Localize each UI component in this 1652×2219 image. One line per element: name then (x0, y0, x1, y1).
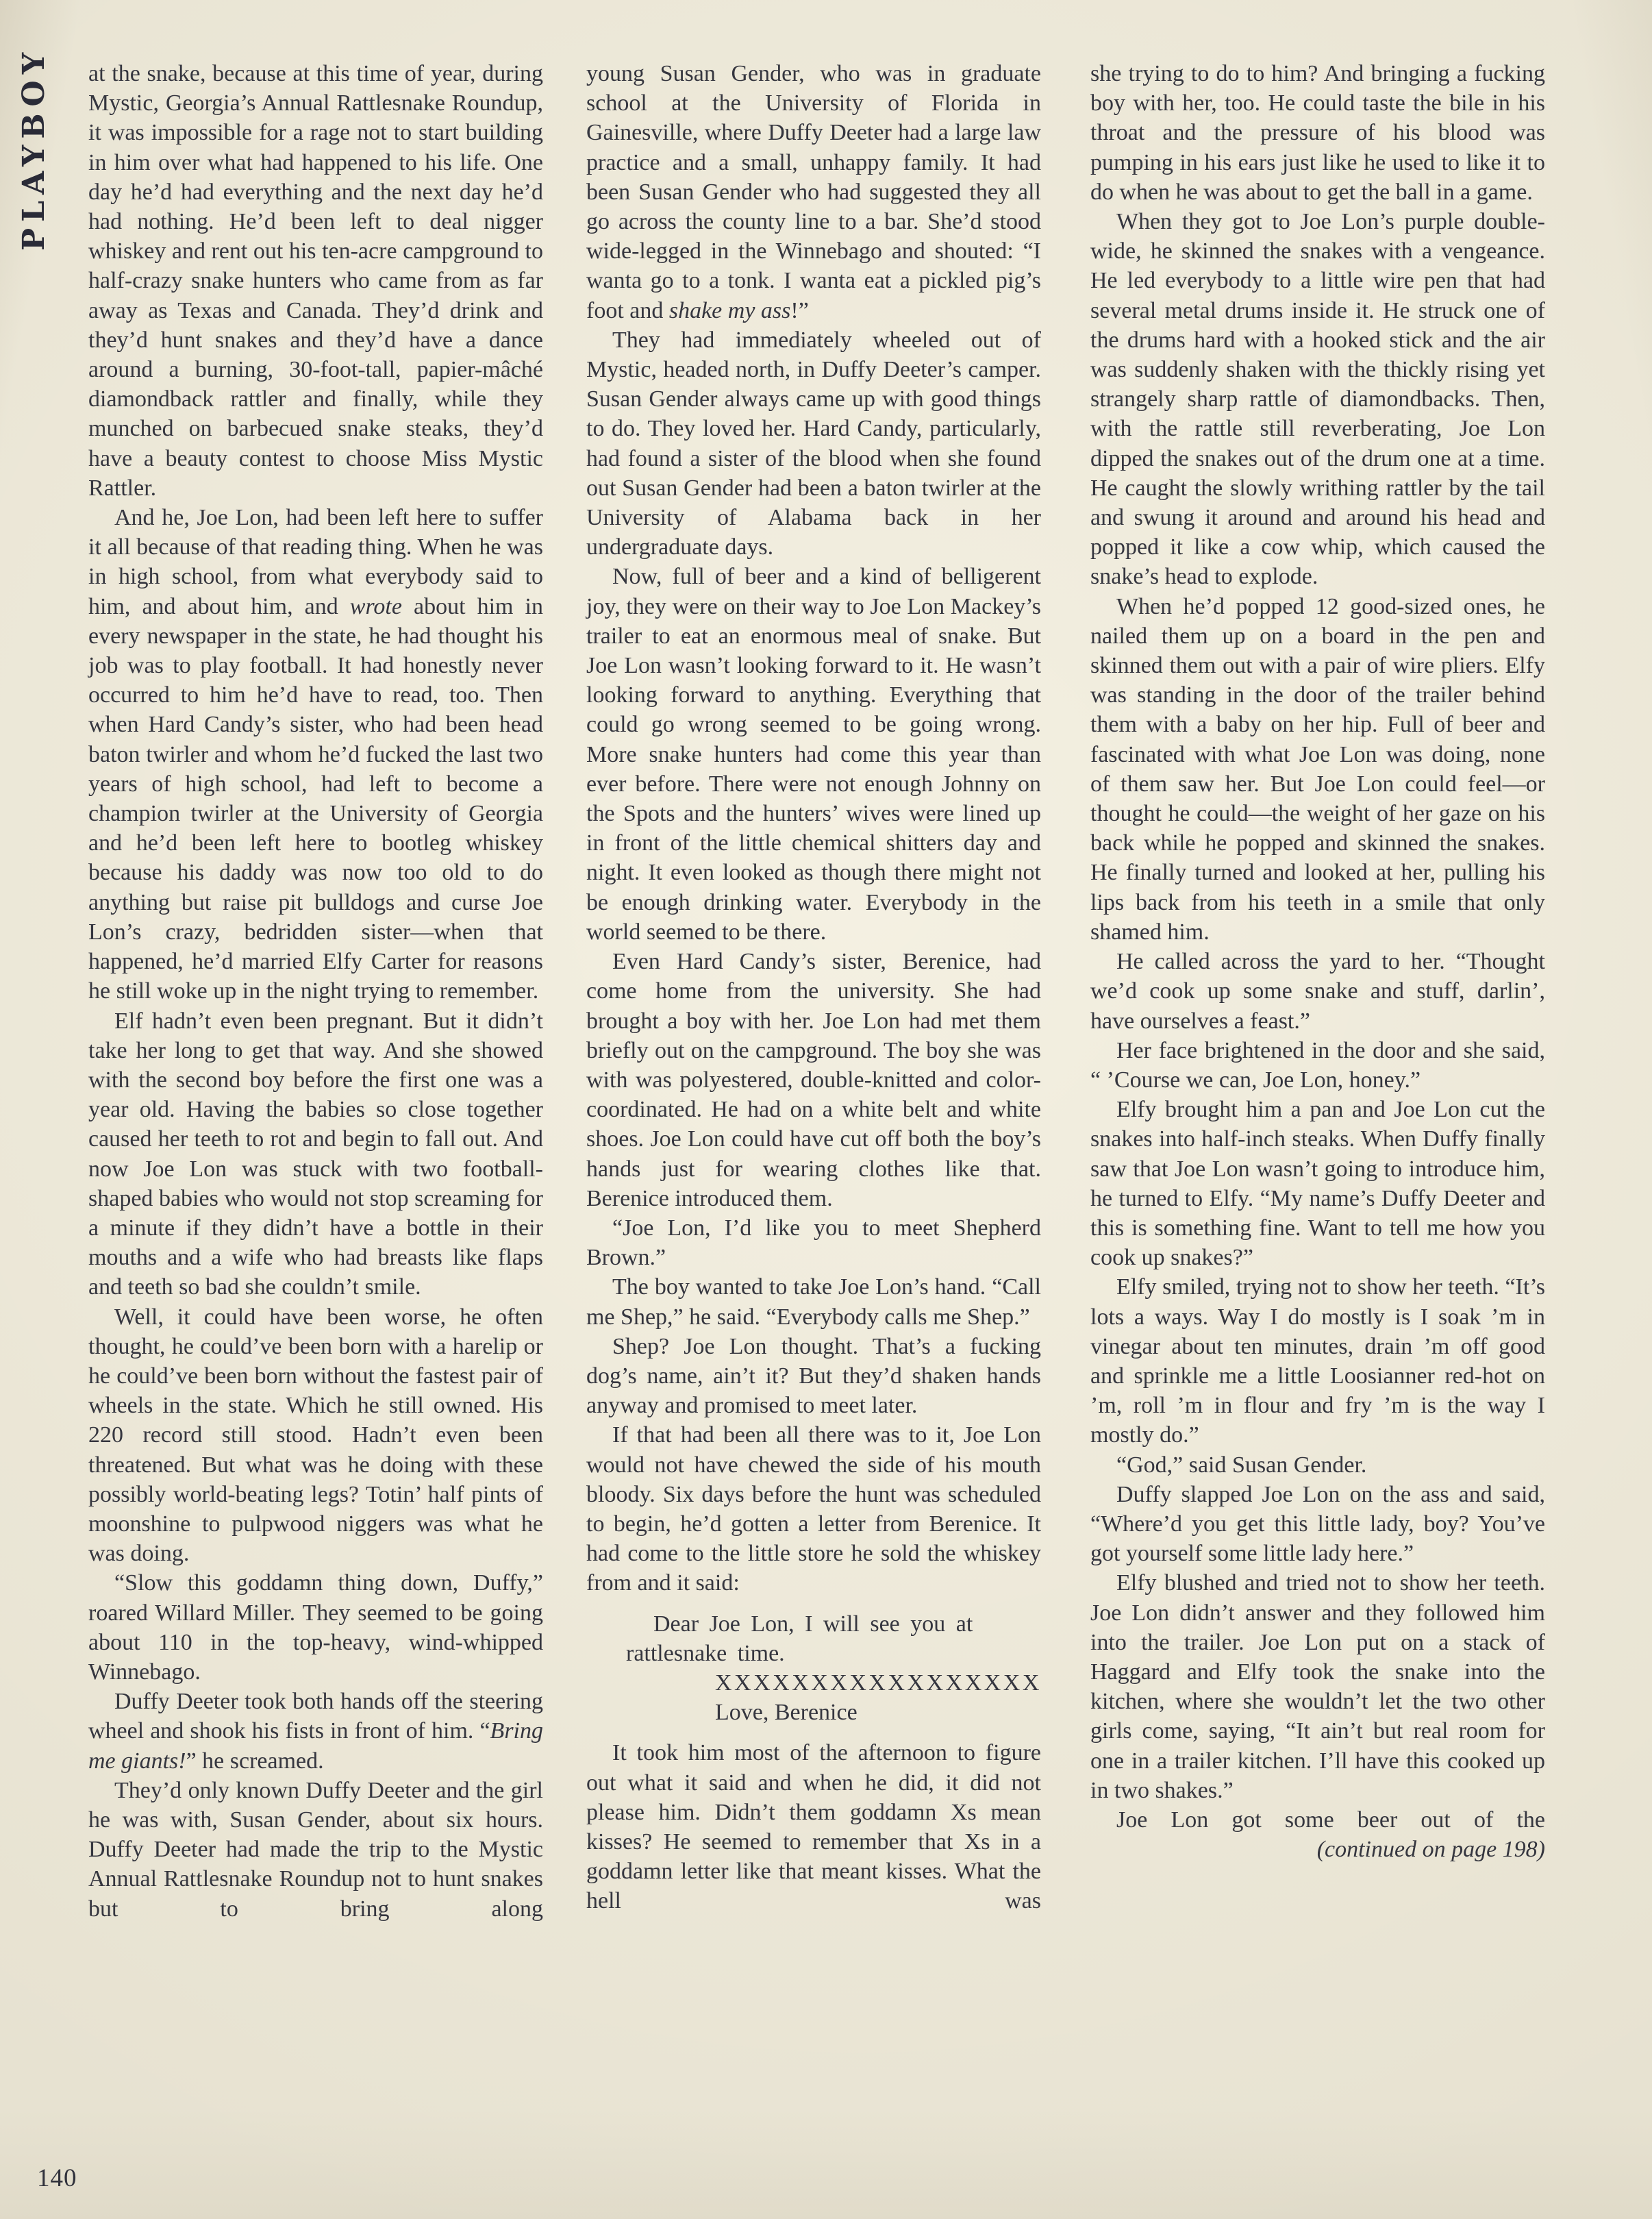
paragraph (586, 1272, 1041, 1331)
paragraph (586, 947, 1041, 1213)
paragraph (586, 562, 1041, 947)
paragraph (1090, 59, 1545, 207)
text-run: When they got to Joe Lon’s purple double-wide, he skinned the snakes with a vengeance. He led everybody to a little wire pen that had several metal drums inside it. He struck one of the drums hard with a hooked stick and the air was suddenly shaken with the thickly rising yet strangely sharp rattle of diamondbacks. Then, with the rattle still reverberating, Joe Lon dipped the snakes out of the drum one at a time. He caught the slowly writhing rattler by the tail and swung it around and around his head and popped it like a cow whip, which caused the snake’s head to explode. (1090, 209, 1545, 590)
text-run: Now, full of beer and a kind of belligerent joy, they were on their way to Joe Lon Mackey’s trailer to eat an enormous meal of snake. But Joe Lon wasn’t looking forward to it. He wasn’t looking forward to anything. Everything that could go wrong seemed to be going wrong. More snake hunters had come this year than ever before. There were not enough Johnny on the Spots and the hunters’ wives were lined up in front of the little chemical shitters day and night. It even looked as though there might not be enough drinking water. Everybody in the world seemed to be there. (586, 564, 1041, 945)
text-column-3 (1090, 59, 1545, 1864)
paragraph (1090, 207, 1545, 592)
paragraph (1090, 1095, 1545, 1272)
text-run: And he, Joe Lon, had been left here to suffer it all because of that reading thing. When he was in high school, from what everybody said to him, and about him, and (88, 505, 543, 619)
text-run: They’d only known Duffy Deeter and the girl he was with, Susan Gender, about six hours. Duffy Deeter had made the trip to the Mystic Annual Rattlesnake Roundup not to hunt snakes but to bring along (88, 1777, 543, 1922)
text-run: she trying to do to him? And bringing a fucking boy with her, too. He could taste the bile in his throat and the pressure of his blood was pumping in his ears just like he used to like it to do when he was about to get the ball in a game. (1090, 61, 1545, 205)
paragraph (88, 1776, 543, 1924)
paragraph (1090, 1805, 1545, 1835)
text-run: Elfy blushed and tried not to show her teeth. Joe Lon didn’t answer and they followed him into the trailer. Joe Lon put on a stack of Haggard and Elfy took the snake into the kitchen, where she wouldn’t let the two other girls come, saying, “It ain’t but real room for one in a trailer kitchen. I’ll have this cooked up in two shakes.” (1090, 1570, 1545, 1803)
paragraph (1090, 1568, 1545, 1805)
text-run: (continued on page 198) (1316, 1837, 1545, 1863)
text-run: Even Hard Candy’s sister, Berenice, had come home from the university. She had brought a boy with her. Joe Lon had met them briefly out on the campground. The boy she was with was polyestered, double-knitted and color-coordinated. He had on a white belt and white shoes. Joe Lon could have cut off both the boy’s hands just for wearing clothes like that. Berenice introduced them. (586, 949, 1041, 1211)
text-run: Duffy Deeter took both hands off the steering wheel and shook his fists in front of him. “ (88, 1689, 543, 1744)
paragraph (1090, 1036, 1545, 1095)
text-run: “Joe Lon, I’d like you to meet Shepherd Brown.” (586, 1215, 1041, 1271)
playboy-wordmark: PLAYBOY (16, 46, 51, 251)
continued-note (1090, 1835, 1545, 1864)
paragraph (586, 59, 1041, 325)
text-run: It took him most of the afternoon to figure out what it said and when he did, it did not please him. Didn’t them goddamn Xs mean kisses? He seemed to remember that Xs in a goddamn letter like that meant kisses. What the hell was (586, 1740, 1041, 1914)
text-run: He called across the yard to her. “Thought we’d cook up some snake and stuff, darlin’, have ourselves a feast.” (1090, 949, 1545, 1034)
letter-line: Dear Joe Lon, I will see you at (653, 1611, 973, 1637)
italic-text: shake my ass (668, 297, 791, 323)
text-run: Elfy smiled, trying not to show her teeth. “It’s lots a ways. Way I do mostly is I soak ’m in vinegar about ten minutes, drain ’m off good and sprinkle me a little Loosianner red-hot on ’m, roll ’m in flour and fry ’m is the way I mostly do.” (1090, 1274, 1545, 1448)
paragraph (586, 1332, 1041, 1421)
paragraph (586, 1213, 1041, 1272)
text-run: young Susan Gender, who was in graduate school at the University of Florida in Gainesville, where Duffy Deeter had a large law practice and a small, unhappy family. It had been Susan Gender who had suggested they all go across the county line to a bar. She’d stood wide-legged in the Winnebago and shouted: “I wanta go to a tonk. I wanta eat a pickled pig’s foot and (586, 61, 1041, 323)
italic-text: wrote (349, 593, 402, 619)
paragraph (88, 59, 543, 503)
paragraph (88, 1302, 543, 1569)
letter-line: XXXXXXXXXXXXXXXXX (715, 1670, 1042, 1696)
text-run: “Slow this goddamn thing down, Duffy,” roared Willard Miller. They seemed to be going about 110 in the top-heavy, wind-whipped Winnebago. (88, 1570, 543, 1685)
text-column-1 (88, 59, 543, 1924)
page-number: 140 (37, 2164, 77, 2192)
paragraph (88, 1568, 543, 1687)
letter-line: rattlesnake time. (626, 1640, 785, 1666)
text-run: about him in every newspaper in the state, he had thought his job was to play football. It had honestly never occurred to him he’d have to read, too. Then when Hard Candy’s sister, who had been head baton twirler and whom he’d fucked the last two years of high school, had left to become a champion twirler at the University of Georgia and he’d been left here to bootleg whiskey because his daddy was now too old to do anything but raise pit bulldogs and curse Joe Lon’s crazy, bedridden sister—when that happened, he’d married Elfy Carter for reasons he still woke up in the night trying to remember. (88, 593, 543, 1004)
text-run: “God,” said Susan Gender. (1116, 1452, 1367, 1478)
text-run: Joe Lon got some beer out of the (1116, 1807, 1545, 1833)
text-column-2 (586, 59, 1041, 1916)
paragraph (586, 1420, 1041, 1598)
text-run: at the snake, because at this time of year, during Mystic, Georgia’s Annual Rattlesnake Roundup, it was impossible for a rage not to start building in him over what had happened to his life. One day he’d had everything and the next day he’d had nothing. He’d been left to deal nigger whiskey and rent out his ten-acre campground to half-crazy snake hunters who came from as far away as Texas and Canada. They’d drink and they’d hunt snakes and they’d have a dance around a burning, 30-foot-tall, papier-mâché diamondback rattler and finally, while they munched on barbecued snake steaks, they’d have a beauty contest to choose Miss Mystic Rattler. (88, 61, 543, 501)
paragraph (586, 325, 1041, 562)
letter-line: Love, Berenice (715, 1700, 858, 1726)
italic-text: Bring me giants! (88, 1718, 543, 1774)
text-run: !” (790, 297, 809, 323)
text-run: Shep? Joe Lon thought. That’s a fucking dog’s name, ain’t it? But they’d shaken hands anyway and promised to meet later. (586, 1333, 1041, 1419)
text-run: Her face brightened in the door and she said, “ ’Course we can, Joe Lon, honey.” (1090, 1037, 1545, 1093)
paragraph (1090, 1450, 1545, 1480)
paragraph (88, 503, 543, 1006)
paragraph (1090, 1480, 1545, 1569)
paragraph (1090, 1272, 1545, 1450)
paragraph (88, 1687, 543, 1776)
text-run: The boy wanted to take Joe Lon’s hand. “Call me Shep,” he said. “Everybody calls me Shep.” (586, 1274, 1041, 1330)
paragraph (1090, 592, 1545, 947)
paragraph (586, 1738, 1041, 1916)
text-run: They had immediately wheeled out of Mystic, headed north, in Duffy Deeter’s camper. Susan Gender always came up with good things to do. They loved her. Hard Candy, particularly, had found a sister of the blood when she found out Susan Gender had been a baton twirler at the University of Alabama back in her undergraduate days. (586, 327, 1041, 560)
letter-block (626, 1609, 1041, 1728)
text-run: Elf hadn’t even been pregnant. But it didn’t take her long to get that way. And she showed with the second boy before the first one was a year old. Having the babies so close together caused her teeth to rot and begin to fall out. And now Joe Lon was stuck with two football-shaped babies who would not stop screaming for a minute if they didn’t have a bottle in their mouths and a wife who had breasts like flaps and teeth so bad she couldn’t smile. (88, 1008, 543, 1300)
text-run: ” he screamed. (186, 1748, 324, 1774)
paragraph (1090, 947, 1545, 1036)
text-run: If that had been all there was to it, Joe Lon would not have chewed the side of his mouth bloody. Six days before the hunt was scheduled to begin, he’d gotten a letter from Berenice. It had come to the little store he sold the whiskey from and it said: (586, 1422, 1041, 1596)
paragraph (88, 1006, 543, 1302)
text-run: Well, it could have been worse, he often thought, he could’ve been born with a harelip or he could’ve been born without the fastest pair of wheels in the state. Which he still owned. His 220 record still stood. Hadn’t even been threatened. But what was he doing with these possibly world-beating legs? Totin’ half pints of moonshine to pulpwood niggers was what he was doing. (88, 1304, 543, 1567)
text-run: When he’d popped 12 good-sized ones, he nailed them up on a board in the pen and skinned them out with a pair of wire pliers. Elfy was standing in the door of the trailer behind them with a baby on her hip. Full of beer and fascinated with what Joe Lon was doing, none of them saw her. But Joe Lon could feel—or thought he could—the weight of her gaze on his back while he popped and skinned the snakes. He finally turned and looked at her, pulling his lips back from his teeth in a smile that only shamed him. (1090, 593, 1545, 945)
text-run: Elfy brought him a pan and Joe Lon cut the snakes into half-inch steaks. When Duffy finally saw that Joe Lon wasn’t going to introduce him, he turned to Elfy. “My name’s Duffy Deeter and this is something fine. Want to tell me how you cook up snakes?” (1090, 1097, 1545, 1271)
text-run: Duffy slapped Joe Lon on the ass and said, “Where’d you get this little lady, boy? You’ve got yourself some little lady here.” (1090, 1481, 1545, 1567)
